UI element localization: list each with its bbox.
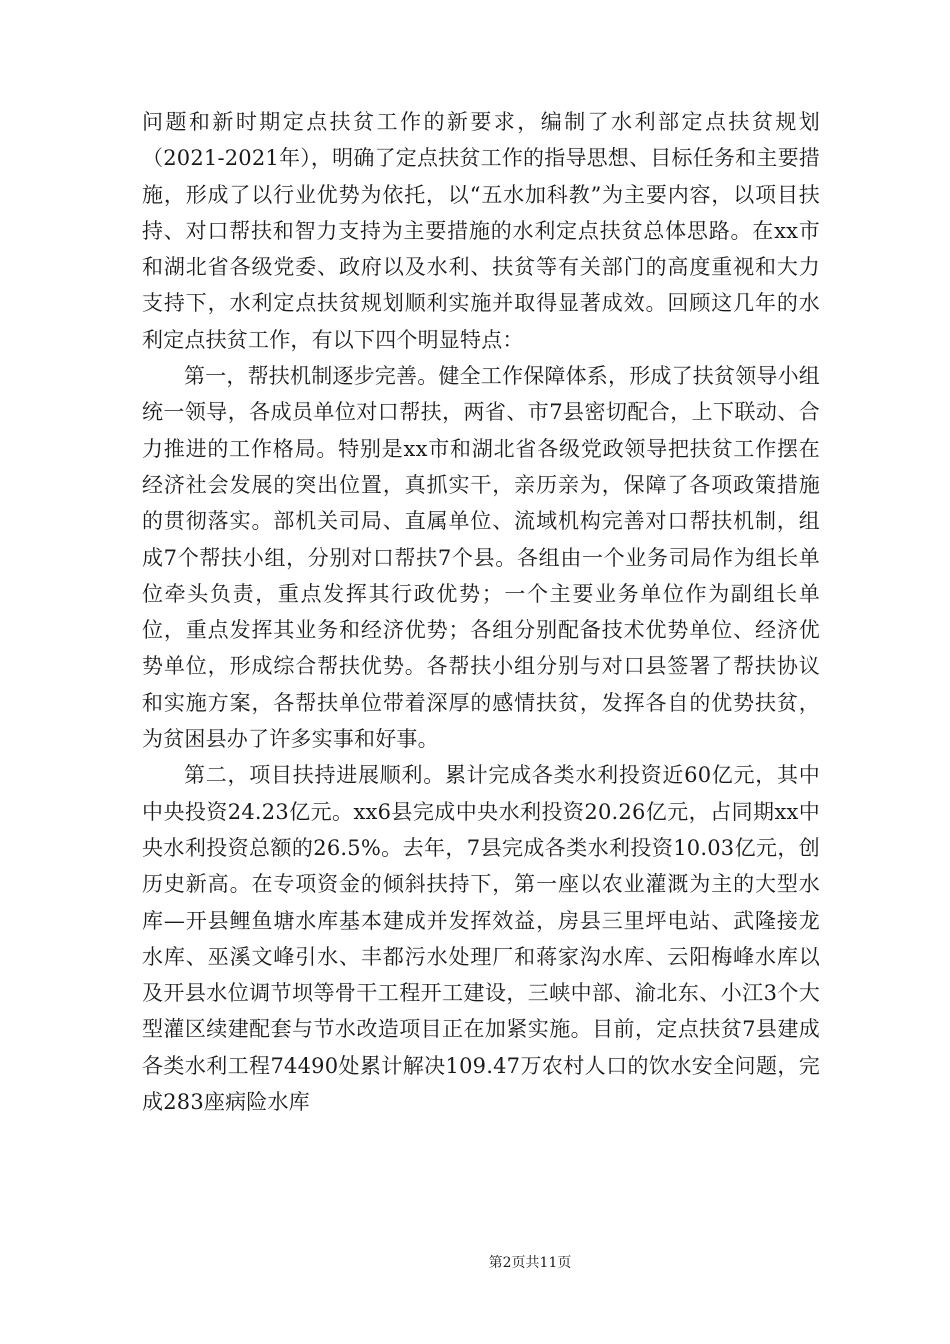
paragraph-second-point: 第二，项目扶持进展顺利。累计完成各类水利投资近60亿元，其中中央投资24.23亿元。xx6县完成中央水利投资20.26亿元，占同期xx中央水利投资总额的26.5%。去年，7县完成各类水利投资10.03亿元，创历史新高。在专项资金的倾斜扶持下，第一座以农业灌溉为主的大型水库—开县鲤鱼塘水库基本建成并发挥效益，房县三里坪电站、武隆接龙水库、巫溪文峰引水、丰都污水处理厂和蒋家沟水库、云阳梅峰水库以及开县水位调节坝等骨干工程开工建设，三峡中部、渝北东、小江3个大型灌区续建配套与节水改造项目正在加紧实施。目前，定点扶贫7县建成各类水利工程74490处累计解决109.47万农村人口的饮水安全问题，完成283座病险水库 [142,763,820,1115]
paragraph-first-point: 第一，帮扶机制逐步完善。健全工作保障体系，形成了扶贫领导小组统一领导，各成员单位对口帮扶，两省、市7县密切配合，上下联动、合力推进的工作格局。特别是xx市和湖北省各级党政领导把扶贫工作摆在经济社会发展的突出位置，真抓实干，亲历亲为，保障了各项政策措施的贯彻落实。部机关司局、直属单位、流域机构完善对口帮扶机制，组成7个帮扶小组，分别对口帮扶7个县。各组由一个业务司局作为组长单位牵头负责，重点发挥其行政优势；一个主要业务单位作为副组长单位，重点发挥其业务和经济优势；各组分别配备技术优势单位、经济优势单位，形成综合帮扶优势。各帮扶小组分别与对口县签署了帮扶协议和实施方案，各帮扶单位带着深厚的感情扶贫，发挥各自的优势扶贫，为贫困县办了许多实事和好事。 [142,364,820,752]
paragraph-continuation: 问题和新时期定点扶贫工作的新要求，编制了水利部定点扶贫规划（2021-2021年），明确了定点扶贫工作的指导思想、目标任务和主要措施，形成了以行业优势为依托，以“五水加科教”为主要内容，以项目扶持、对口帮扶和智力支持为主要措施的水利定点扶贫总体思路。在xx市和湖北省各级党委、政府以及水利、扶贫等有关部门的高度重视和大力支持下，水利定点扶贫规划顺利实施并取得显著成效。回顾这几年的水利定点扶贫工作，有以下四个明显特点： [142,110,820,352]
page-number-footer: 第2页共11页 [488,1255,572,1271]
document-body [142,104,820,1120]
